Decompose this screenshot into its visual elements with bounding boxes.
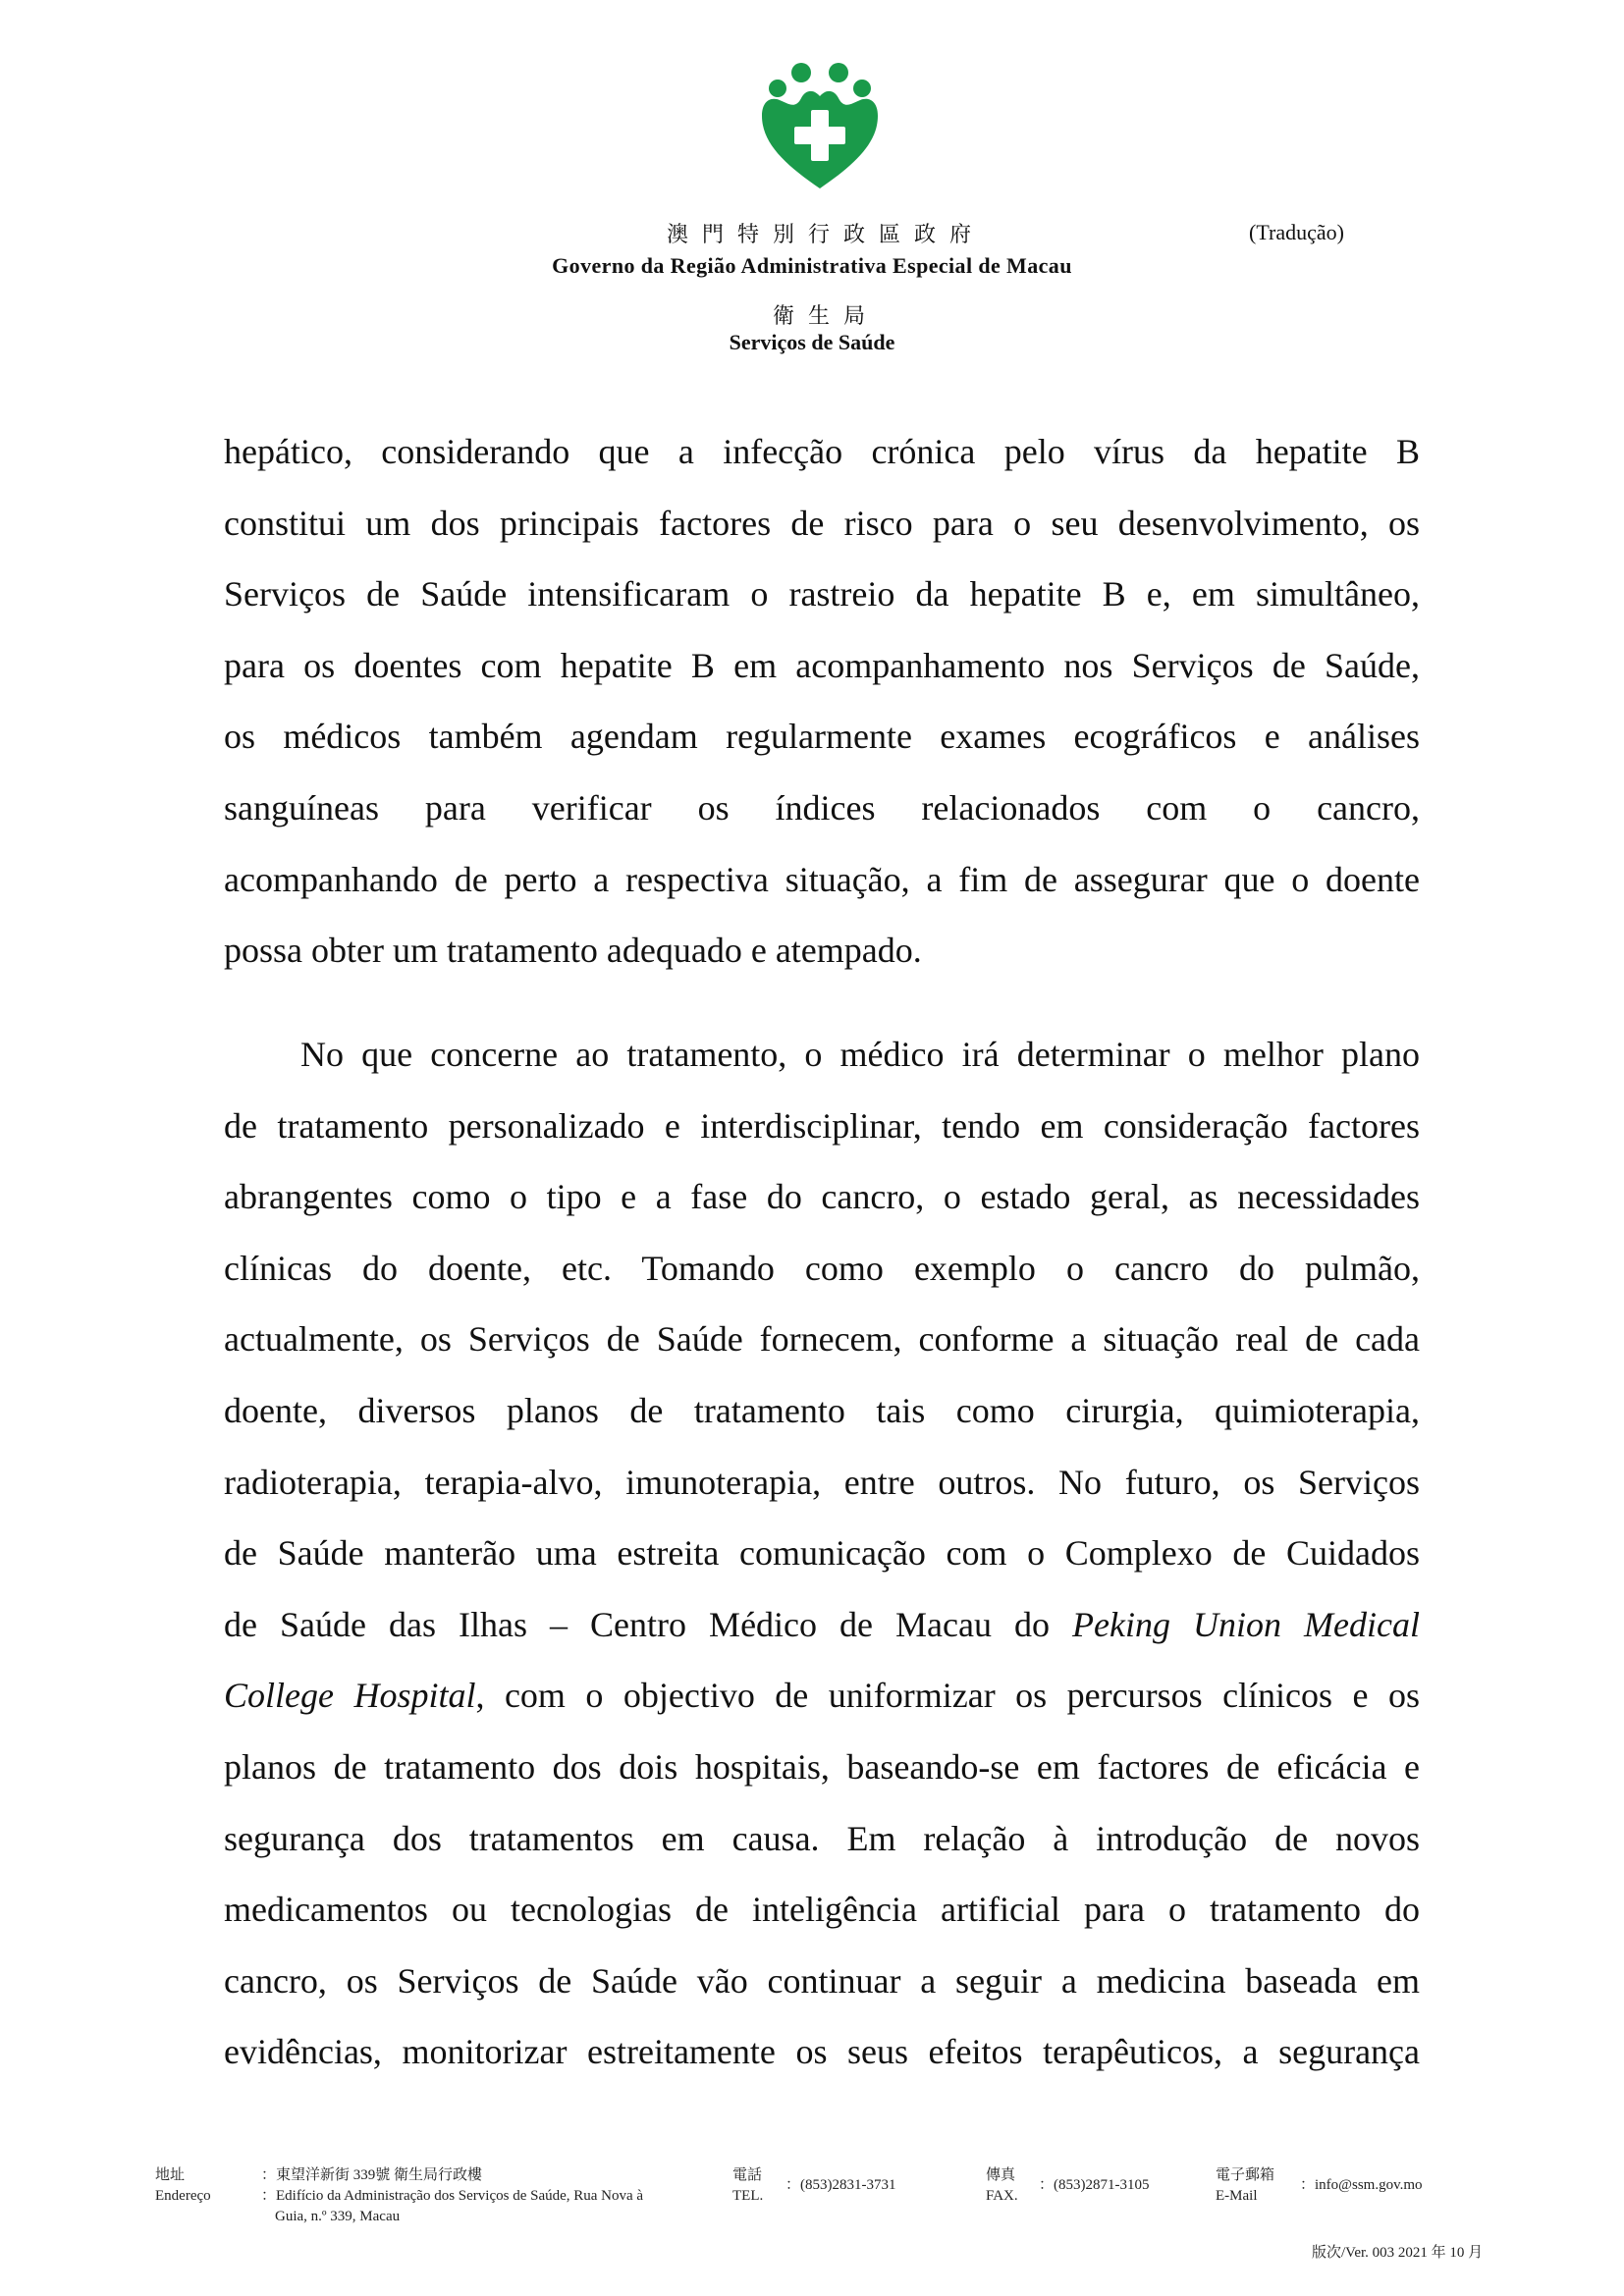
paragraph-line: radioterapia, terapia-alvo, imunoterapia, entre outros. No futuro, os Serviços bbox=[224, 1462, 1420, 1502]
translation-note: (Tradução) bbox=[1249, 220, 1344, 244]
email-address: ：info@ssm.gov.mo bbox=[1300, 2177, 1423, 2193]
paragraph-line: acompanhando de perto a respectiva situação, a fim de assegurar que o doente bbox=[224, 859, 1420, 899]
document-version: 版次/Ver. 003 2021 年 10 月 bbox=[1312, 2245, 1484, 2261]
line-text: de Saúde das Ilhas – Centro Médico de Macau do bbox=[224, 1604, 1073, 1644]
department-name-portuguese: Serviços de Saúde bbox=[729, 330, 895, 354]
paragraph-line: cancro, os Serviços de Saúde vão continuar a seguir a medicina baseada em bbox=[224, 1960, 1420, 2001]
address-label-chinese: 地址 bbox=[155, 2167, 186, 2183]
paragraph-line: de tratamento personalizado e interdisciplinar, tendo em consideração factores bbox=[224, 1105, 1420, 1146]
tel-number: ：(853)2831-3731 bbox=[785, 2177, 896, 2193]
line-text: , com o objectivo de uniformizar os percursos clínicos e os bbox=[475, 1676, 1420, 1716]
paragraph-line: No que concerne ao tratamento, o médico irá determinar o melhor plano bbox=[300, 1035, 1420, 1074]
paragraph-line: segurança dos tratamentos em causa. Em relação à introdução de novos bbox=[224, 1818, 1420, 1858]
paragraph-line bbox=[224, 1589, 1420, 1661]
paragraph-line: constitui um dos principais factores de risco para o seu desenvolvimento, os bbox=[224, 503, 1420, 543]
email-label-portuguese: E-Mail bbox=[1216, 2188, 1258, 2204]
address-label-portuguese: Endereço bbox=[155, 2188, 211, 2204]
paragraph-line: evidências, monitorizar estreitamente os seus efeitos terapêuticos, a segurança bbox=[224, 2032, 1420, 2072]
tel-label-portuguese: TEL. bbox=[732, 2188, 764, 2204]
tel-label-chinese: 電話 bbox=[732, 2167, 763, 2183]
paragraph-line: para os doentes com hepatite B em acompanhamento nos Serviços de Saúde, bbox=[224, 645, 1420, 685]
paragraph-line: sanguíneas para verificar os índices relacionados com o cancro, bbox=[224, 787, 1420, 828]
paragraph-line: hepático, considerando que a infecção crónica pelo vírus da hepatite B bbox=[224, 432, 1420, 471]
address-portuguese-line-1: ：Edifício da Administração dos Serviços de Saúde, Rua Nova à bbox=[261, 2188, 644, 2204]
address-chinese: ：東望洋新街 339號 衛生局行政樓 bbox=[261, 2167, 483, 2183]
email-label-chinese: 電子郵箱 bbox=[1216, 2167, 1275, 2183]
page-footer bbox=[0, 2150, 1624, 2287]
paragraph-line: Serviços de Saúde intensificaram o rastreio da hepatite B e, em simultâneo, bbox=[224, 574, 1420, 614]
fax-number: ：(853)2871-3105 bbox=[1039, 2177, 1150, 2193]
paragraph-line: de Saúde manterão uma estreita comunicação com o Complexo de Cuidados bbox=[224, 1533, 1420, 1574]
paragraph-line: os médicos também agendam regularmente exames ecográficos e análises bbox=[224, 717, 1420, 757]
fax-label-portuguese: FAX. bbox=[986, 2188, 1018, 2204]
fax-label-chinese: 傳真 bbox=[986, 2167, 1016, 2183]
address-portuguese-line-2: Guia, n.º 339, Macau bbox=[275, 2209, 401, 2224]
paragraph-line bbox=[224, 1660, 1420, 1732]
hospital-name-italic: Peking Union Medical bbox=[1072, 1604, 1420, 1644]
paragraph-line: possa obter um tratamento adequado e atempado. bbox=[224, 931, 922, 971]
government-name-chinese: 澳門特別行政區政府 bbox=[666, 222, 985, 246]
health-bureau-logo bbox=[756, 59, 884, 191]
paragraph-line: doente, diversos planos de tratamento tais como cirurgia, quimioterapia, bbox=[224, 1390, 1420, 1430]
paragraph-2 bbox=[224, 1019, 1420, 2088]
paragraph-line: actualmente, os Serviços de Saúde fornecem, conforme a situação real de cada bbox=[224, 1319, 1420, 1360]
paragraph-line: medicamentos ou tecnologias de inteligência artificial para o tratamento do bbox=[224, 1890, 1420, 1930]
paragraph-1 bbox=[224, 416, 1420, 987]
hospital-name-italic: College Hospital bbox=[224, 1676, 476, 1716]
department-name-chinese: 衛生局 bbox=[772, 303, 879, 328]
paragraph-line: planos de tratamento dos dois hospitais, baseando-se em factores de eficácia e bbox=[224, 1746, 1420, 1787]
paragraph-line: clínicas do doente, etc. Tomando como exemplo o cancro do pulmão, bbox=[224, 1248, 1420, 1288]
government-name-portuguese: Governo da Região Administrativa Especial de Macau bbox=[552, 253, 1072, 278]
paragraph-line: abrangentes como o tipo e a fase do cancro, o estado geral, as necessidades bbox=[224, 1177, 1420, 1217]
